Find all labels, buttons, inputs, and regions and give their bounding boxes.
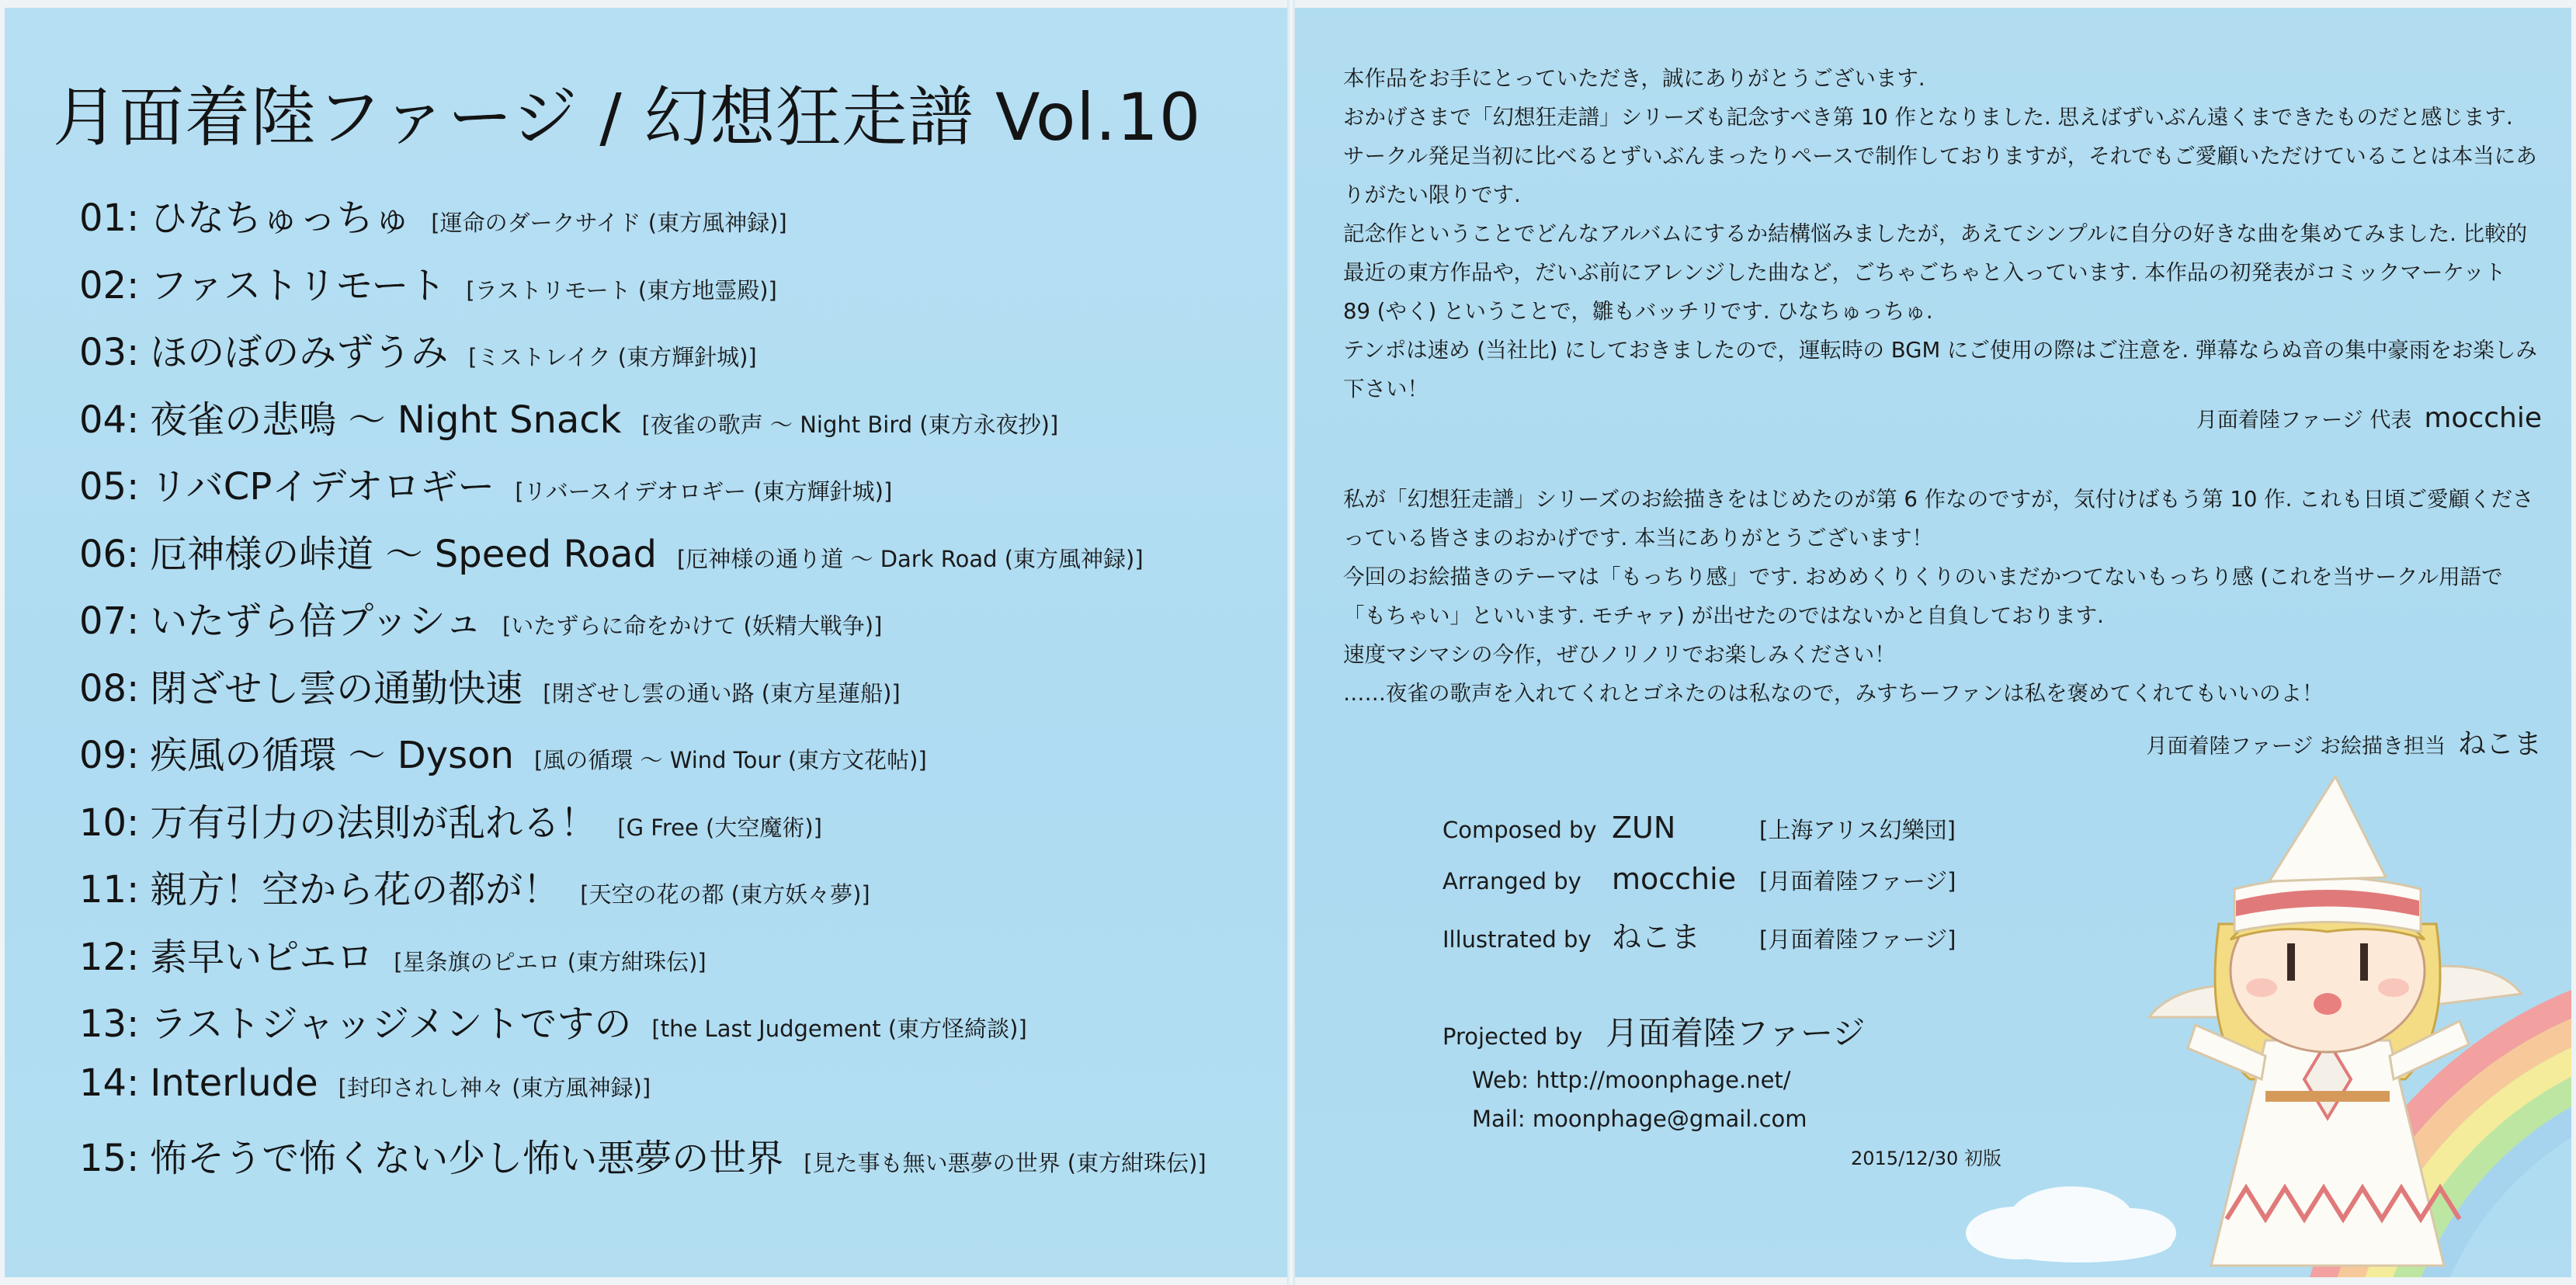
credits — [1442, 811, 1956, 964]
track-item — [79, 457, 1275, 524]
credit-arranged — [1442, 862, 1956, 913]
contact-info — [1472, 1067, 1807, 1144]
track-number: 06: — [79, 532, 140, 576]
signature-label: 月面着陸ファージ 代表 — [2196, 408, 2412, 432]
track-original: [閉ざせし雲の通い路 (東方星蓮船)] — [543, 679, 901, 707]
track-original: [G Free (大空魔術)] — [617, 814, 822, 841]
track-item — [79, 725, 1275, 793]
track-original: [リバースイデオロギー (東方輝針城)] — [515, 478, 893, 505]
track-title: 疾風の循環 ～ Dyson — [150, 734, 514, 777]
liner-note-paragraph: 本作品をお手にとっていただき，誠にありがとうございます. — [1343, 66, 1925, 91]
track-number: 10: — [79, 801, 140, 845]
track-original: [the Last Judgement (東方怪綺談)] — [651, 1016, 1027, 1042]
track-item — [79, 591, 1275, 658]
liner-note-paragraph: ……夜雀の歌声を入れてくれとゴネたのは私なので，みすちーファンは私を褒めてくれてもいいのよ！ — [1343, 681, 2324, 706]
web-url[interactable]: Web: http://moonphage.net/ — [1472, 1067, 1791, 1093]
credit-illustrated — [1442, 913, 1956, 964]
credit-group: [月面着陸ファージ] — [1759, 868, 1956, 894]
liner-note-paragraph: 私が「幻想狂走譜」シリーズのお絵描きをはじめたのが第 6 作なのですが，気付けばもう第 10 作. これも日頃ご愛顧くださっている皆さまのおかげです. 本当にありがとうございます！ — [1343, 487, 2534, 550]
booklet-fold — [1287, 0, 1295, 1285]
liner-notes-producer — [1343, 59, 2539, 408]
track-number: 08: — [79, 666, 140, 710]
mail-address[interactable]: Mail: moonphage@gmail.com — [1472, 1106, 1807, 1132]
track-number: 02: — [79, 263, 140, 307]
liner-note-paragraph: 速度マシマシの今作，ぜひノリノリでお楽しみください！ — [1343, 642, 1896, 667]
track-original: [封印されし神々 (東方風神録)] — [338, 1074, 651, 1101]
track-number: 14: — [79, 1061, 140, 1105]
signature-label: 月面着陸ファージ お絵描き担当 — [2146, 735, 2446, 759]
signature-producer — [2196, 402, 2542, 434]
track-item — [79, 255, 1275, 323]
track-number: 07: — [79, 599, 140, 643]
signature-name: mocchie — [2424, 402, 2542, 434]
signature-name: ねこま — [2457, 728, 2542, 760]
track-original: [ラストリモート (東方地霊殿)] — [466, 276, 777, 304]
liner-notes-illustrator — [1343, 480, 2539, 713]
track-title: 厄神様の峠道 ～ Speed Road — [150, 532, 657, 576]
track-item — [79, 860, 1275, 927]
booklet-left-page — [5, 8, 1287, 1277]
signature-illustrator — [2146, 722, 2542, 762]
track-number: 09: — [79, 734, 140, 777]
track-title: ラストジャッジメントですの — [150, 1002, 632, 1046]
track-original: [見た事も無い悪夢の世界 (東方紺珠伝)] — [804, 1150, 1206, 1176]
track-number: 11: — [79, 868, 140, 912]
track-title: 万有引力の法則が乱れる！ — [150, 801, 598, 845]
track-original: [運命のダークサイド (東方風神録)] — [431, 210, 787, 236]
liner-note-paragraph: 記念作ということでどんなアルバムにするか結構悩みましたが，あえてシンプルに自分の好きな曲を集めてみました. 比較的最近の東方作品や，だいぶ前にアレンジした曲など，ごちゃごちゃと入っています. 本作品の初発表がコミックマーケット 89 (やく) ということで，雛もバッチリです. ひなちゅっちゅ. — [1343, 221, 2528, 324]
track-title: ほのぼのみずうみ — [150, 331, 449, 374]
liner-note-paragraph: 今回のお絵描きのテーマは「もっちり感」です. おめめくりくりのいまだかつてないもっちり感 (これを当サークル用語で「もちゃい」といいます. モチャァ) が出せたのではないかと自負しております. — [1343, 564, 2503, 628]
credit-label: Projected by — [1442, 1023, 1583, 1050]
track-item — [79, 188, 1275, 255]
track-item — [79, 1128, 1275, 1196]
booklet-right-page — [1295, 8, 2571, 1277]
track-item — [79, 927, 1275, 995]
credit-name: ねこま — [1612, 920, 1701, 954]
credit-name: mocchie — [1612, 862, 1737, 896]
track-item — [79, 524, 1275, 592]
track-title: 閉ざせし雲の通勤快速 — [150, 666, 523, 710]
track-number: 12: — [79, 935, 140, 979]
credit-name: ZUN — [1612, 811, 1676, 845]
liner-note-paragraph: テンポは速め (当社比) にしておきましたので，運転時の BGM にご使用の際はご注意を. 弾幕ならぬ音の集中豪雨をお楽しみ下さい！ — [1343, 338, 2537, 401]
track-title: いたずら倍プッシュ — [150, 599, 482, 643]
release-date: 2015/12/30 初版 — [1851, 1148, 2001, 1169]
track-title: Interlude — [150, 1061, 318, 1105]
track-number: 03: — [79, 331, 140, 374]
track-title: 夜雀の悲鳴 ～ Night Snack — [150, 398, 622, 442]
tracklist — [79, 188, 1275, 1196]
credit-projected — [1442, 1008, 1865, 1054]
track-original: [星条旗のピエロ (東方紺珠伝)] — [394, 948, 706, 975]
track-title: 素早いピエロ — [150, 935, 374, 979]
track-number: 04: — [79, 398, 140, 442]
circle-name: 月面着陸ファージ — [1606, 1014, 1866, 1052]
credit-label: Arranged by — [1442, 868, 1581, 894]
track-item — [79, 994, 1275, 1061]
track-original: [厄神様の通り道 ～ Dark Road (東方風神録)] — [676, 545, 1144, 572]
track-number: 05: — [79, 465, 140, 509]
credit-label: Composed by — [1442, 817, 1597, 843]
track-title: 親方！空から花の都が！ — [150, 868, 561, 912]
track-title: リバCPイデオロギー — [150, 465, 495, 509]
track-item — [79, 1061, 1275, 1129]
track-item — [79, 793, 1275, 860]
credit-group: [月面着陸ファージ] — [1759, 926, 1956, 953]
track-number: 01: — [79, 196, 140, 240]
track-original: [天空の花の都 (東方妖々夢)] — [580, 881, 870, 908]
track-number: 15: — [79, 1137, 140, 1180]
track-item — [79, 390, 1275, 457]
track-original: [ミストレイク (東方輝針城)] — [468, 344, 757, 370]
track-original: [風の循環 ～ Wind Tour (東方文花帖)] — [533, 747, 927, 773]
track-item — [79, 658, 1275, 726]
liner-note-paragraph: おかげさまで「幻想狂走譜」シリーズも記念すべき第 10 作となりました. 思えばずいぶん遠くまできたものだと感じます. サークル発足当初に比べるとずいぶんまったりペースで制作しておりますが，それでもご愛顧いただけていることは本当にありがたい限りです. — [1343, 105, 2537, 207]
credit-group: [上海アリス幻樂団] — [1759, 817, 1956, 843]
credit-composed — [1442, 811, 1956, 862]
album-title: 月面着陸ファージ / 幻想狂走譜 Vol.10 — [53, 79, 1202, 155]
cloud — [1966, 1186, 2176, 1262]
track-original: [夜雀の歌声 ～ Night Bird (東方永夜抄)] — [641, 411, 1059, 438]
credit-label: Illustrated by — [1442, 926, 1592, 953]
track-original: [いたずらに命をかけて (妖精大戦争)] — [502, 613, 883, 639]
track-title: ひなちゅっちゅ — [150, 196, 411, 240]
track-number: 13: — [79, 1002, 140, 1046]
track-item — [79, 322, 1275, 390]
track-title: 怖そうで怖くない少し怖い悪夢の世界 — [150, 1137, 784, 1180]
track-title: ファストリモート — [150, 263, 446, 307]
